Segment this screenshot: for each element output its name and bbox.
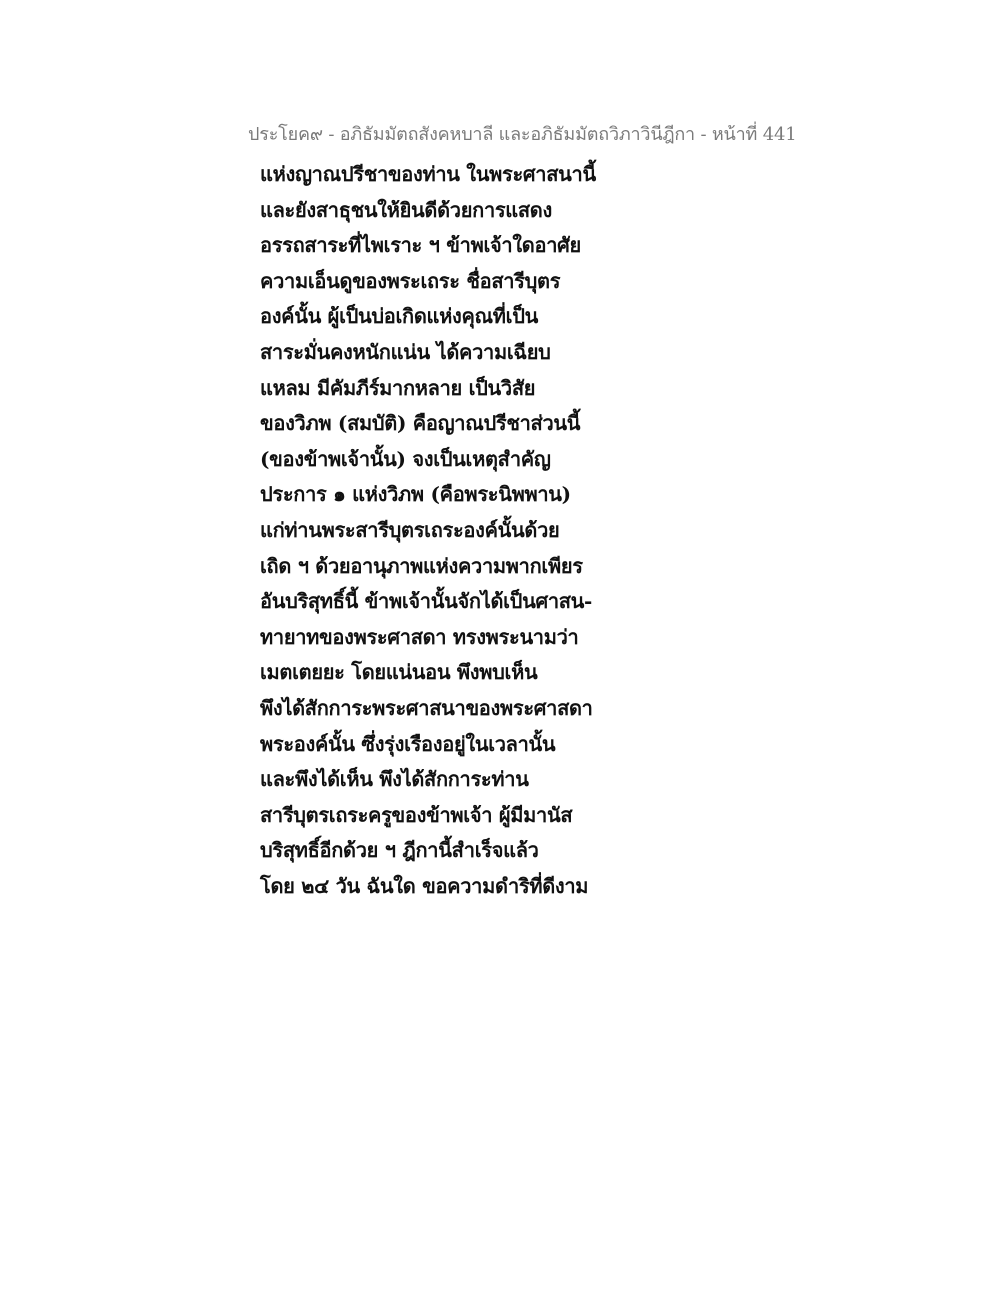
text-line: โดย ๒๔ วัน ฉันใด ขอความดำริที่ดีงาม bbox=[260, 873, 589, 898]
text-line: ความเอ็นดูของพระเถระ ชื่อสารีบุตร bbox=[260, 268, 561, 293]
text-line: ของวิภพ (สมบัติ) คือญาณปรีชาส่วนนี้ bbox=[260, 411, 581, 436]
text-line: อันบริสุทธิ์นี้ ข้าพเจ้านั้นจักได้เป็นศาสน- bbox=[260, 589, 593, 614]
text-line: พระองค์นั้น ซึ่งรุ่งเรืองอยู่ในเวลานั้น bbox=[260, 731, 556, 756]
text-line: และยังสาธุชนให้ยินดีด้วยการแสดง bbox=[260, 197, 552, 222]
text-line: พึงได้สักการะพระศาสนาของพระศาสดา bbox=[260, 695, 593, 720]
text-line: และพึงได้เห็น พึงได้สักการะท่าน bbox=[260, 767, 529, 792]
text-line: แหลม มีคัมภีร์มากหลาย เป็นวิสัย bbox=[260, 375, 536, 400]
text-line: (ของข้าพเจ้านั้น) จงเป็นเหตุสำคัญ bbox=[260, 446, 551, 471]
text-line: แก่ท่านพระสารีบุตรเถระองค์นั้นด้วย bbox=[260, 517, 560, 542]
text-line: บริสุทธิ์อีกด้วย ฯ ฎีกานี้สำเร็จแล้ว bbox=[260, 838, 539, 863]
running-header: ประโยค๙ - อภิธัมมัตถสังคหบาลี และอภิธัมมัตถวิภาวินีฎีกา - หน้าที่ 441 bbox=[248, 124, 797, 145]
body-text bbox=[260, 160, 660, 907]
text-line: สาระมั่นคงหนักแน่น ได้ความเฉียบ bbox=[260, 339, 551, 364]
text-line: สารีบุตรเถระครูของข้าพเจ้า ผู้มีมานัส bbox=[260, 802, 573, 827]
text-line: เถิด ฯ ด้วยอานุภาพแห่งความพากเพียร bbox=[260, 553, 583, 578]
text-line: ทายาทของพระศาสดา ทรงพระนามว่า bbox=[260, 624, 579, 649]
text-line: แห่งญาณปรีชาของท่าน ในพระศาสนานี้ bbox=[260, 162, 596, 186]
text-line: เมตเตยยะ โดยแน่นอน พึงพบเห็น bbox=[260, 660, 538, 685]
text-line: ประการ ๑ แห่งวิภพ (คือพระนิพพาน) bbox=[260, 482, 571, 507]
text-line: อรรถสาระที่ไพเราะ ฯ ข้าพเจ้าใดอาศัย bbox=[260, 233, 581, 258]
text-line: องค์นั้น ผู้เป็นบ่อเกิดแห่งคุณที่เป็น bbox=[260, 304, 538, 329]
